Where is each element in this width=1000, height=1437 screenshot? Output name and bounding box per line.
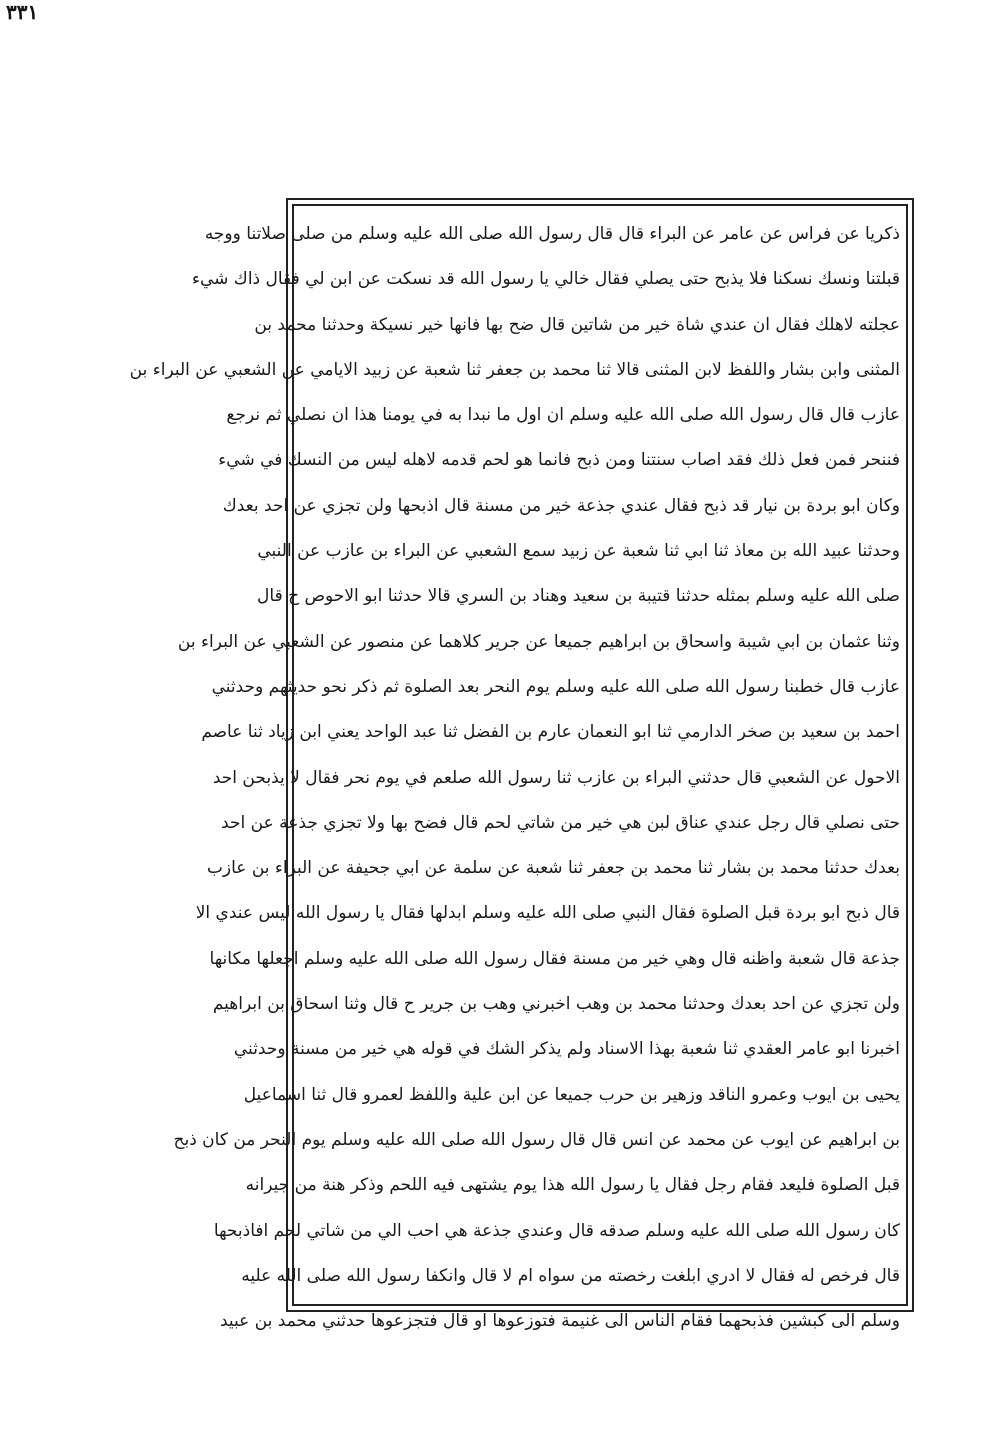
text-line: قال فرخص له فقال لا ادري ابلغت رخصته من سواه ام لا قال وانكفا رسول الله صلى الله عليه xyxy=(241,1265,900,1286)
text-line: فننحر فمن فعل ذلك فقد اصاب سنتنا ومن ذبح فانما هو لحم قدمه لاهله ليس من النسك في شيء xyxy=(218,450,900,471)
text-line: صلى الله عليه وسلم بمثله حدثنا قتيبة بن سعيد وهناد بن السري قالا حدثنا ابو الاحوص ح قال xyxy=(257,586,900,607)
text-line: اخبرنا ابو عامر العقدي ثنا شعبة بهذا الاسناد ولم يذكر الشك في قوله هي خير من مسنة وحدثني xyxy=(233,1039,900,1060)
text-line: احمد بن سعيد بن صخر الدارمي ثنا ابو النعمان عارم بن الفضل ثنا عبد الواحد يعني ابن زياد ثنا عاصم xyxy=(201,722,900,743)
text-line: وثنا عثمان بن ابي شيبة واسحاق بن ابراهيم جميعا عن جرير كلاهما عن منصور عن الشعبي عن البراء بن xyxy=(177,631,900,652)
text-line: وكان ابو بردة بن نيار قد ذبح فقال عندي جذعة خير من مسنة قال اذبحها ولن تجزي عن احد بعدك xyxy=(222,495,900,516)
text-line: بعدك حدثنا محمد بن بشار ثنا محمد بن جعفر ثنا شعبة عن سلمة عن ابي جحيفة عن البراء بن عازب xyxy=(206,858,900,879)
text-line: كان رسول الله صلى الله عليه وسلم صدقه قال وعندي جذعة هي احب الي من شاتي لحم افاذبحها xyxy=(213,1220,900,1241)
text-line: عازب قال خطبنا رسول الله صلى الله عليه وسلم يوم النحر بعد الصلوة ثم ذكر نحو حديثهم وحدثني xyxy=(211,676,900,697)
text-line: قبلتنا ونسك نسكنا فلا يذبح حتى يصلي فقال خالي يا رسول الله قد نسكت عن ابن لي فقال ذاك شيء xyxy=(192,269,900,290)
text-line: وحدثنا عبيد الله بن معاذ ثنا ابي ثنا شعبة عن زبيد سمع الشعبي عن البراء بن عازب عن النبي xyxy=(257,541,900,562)
text-line: جذعة قال شعبة واظنه قال وهي خير من مسنة فقال رسول الله صلى الله عليه وسلم اجعلها مكانها xyxy=(209,948,900,969)
text-line: بن ابراهيم عن ايوب عن محمد عن انس قال قال رسول الله صلى الله عليه وسلم يوم النحر من كان ذبح xyxy=(173,1129,900,1150)
text-line: الاحول عن الشعبي قال حدثني البراء بن عازب ثنا رسول الله صلعم في يوم نحر فقال لا يذبحن احد xyxy=(212,767,900,788)
text-line: يحيى بن ايوب وعمرو الناقد وزهير بن حرب جميعا عن ابن علية واللفظ لعمرو قال ثنا اسماعيل xyxy=(243,1084,900,1105)
text-line: عجلته لاهلك فقال ان عندي شاة خير من شاتين قال ضح بها فانها خير نسيكة وحدثنا محمد بن xyxy=(254,314,900,335)
text-line: المثنى وابن بشار واللفظ لابن المثنى قالا ثنا محمد بن جعفر ثنا شعبة عن زبيد الايامي عن الشعبي عن البراء بن xyxy=(129,359,900,380)
manuscript-text xyxy=(129,212,900,1332)
text-line: عازب قال قال رسول الله صلى الله عليه وسلم ان اول ما نبدا به في يومنا هذا ان نصلي ثم نرجع xyxy=(226,405,900,426)
text-line: وسلم الى كبشين فذبحهما فقام الناس الى غنيمة فتوزعوها او قال فتجزعوها حدثني محمد بن عبيد xyxy=(219,1311,900,1332)
page-number: ٣٣١ xyxy=(6,0,39,24)
text-line: ذكريا عن فراس عن عامر عن البراء قال قال رسول الله صلى الله عليه وسلم من صلى صلاتنا ووجه xyxy=(204,224,900,244)
text-line: قبل الصلوة فليعد فقام رجل فقال يا رسول الله هذا يوم يشتهى فيه اللحم وذكر هنة من جيرانه xyxy=(245,1175,900,1196)
text-line: قال ذبح ابو بردة قبل الصلوة فقال النبي صلى الله عليه وسلم ابدلها فقال يا رسول الله ليس عندي الا xyxy=(195,903,900,924)
text-line: ولن تجزي عن احد بعدك وحدثنا محمد بن وهب اخبرني وهب بن جرير ح قال وثنا اسحاق بن ابراهيم xyxy=(212,994,900,1015)
text-line: حتى نصلي قال رجل عندي عناق لبن هي خير من شاتي لحم قال فضح بها ولا تجزي جذعة عن احد xyxy=(221,812,900,833)
